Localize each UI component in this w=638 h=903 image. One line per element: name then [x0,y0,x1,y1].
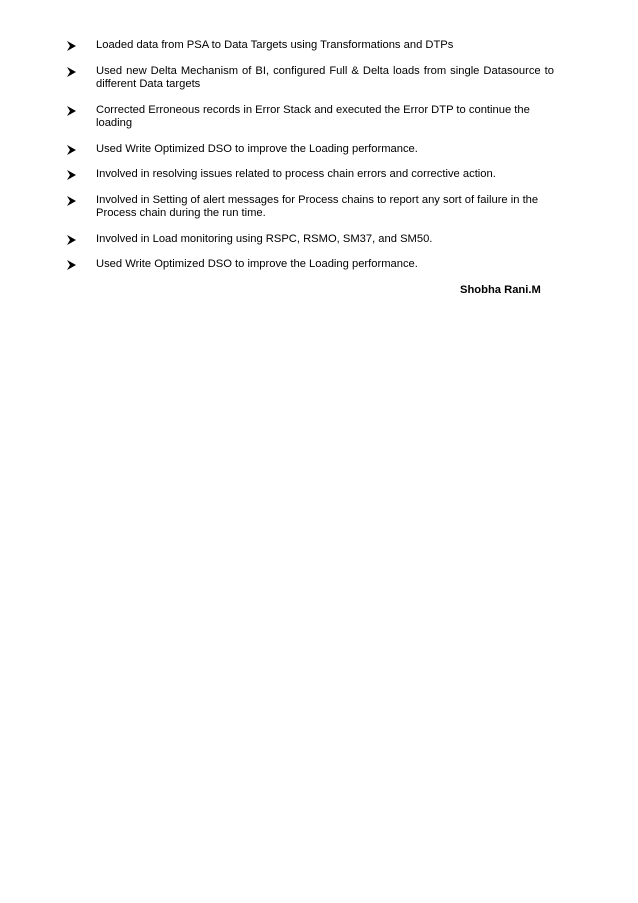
list-item [67,143,554,157]
arrowhead-bullet-icon [67,104,96,118]
list-item [67,194,554,221]
list-item-text: Used Write Optimized DSO to improve the Loading performance. [96,142,418,155]
list-item [67,258,554,272]
bullet-list [67,39,554,284]
list-item [67,233,554,247]
list-item [67,168,554,182]
arrowhead-bullet-icon [67,258,96,272]
arrowhead-bullet-icon [67,233,96,247]
arrowhead-bullet-icon [67,39,96,53]
list-item [67,65,554,92]
signature-name: Shobha Rani.M [460,284,541,296]
arrowhead-bullet-icon [67,65,96,79]
list-item [67,104,554,131]
list-item-text: Loaded data from PSA to Data Targets using Transformations and DTPs [96,39,454,51]
arrowhead-bullet-icon [67,168,96,182]
list-item-text: Involved in resolving issues related to process chain errors and corrective action. [96,168,496,180]
list-item-text: Involved in Setting of alert messages for Process chains to report any sort of failure in the Process chain during the run time. [96,193,539,219]
arrowhead-bullet-icon [67,143,96,157]
list-item-text: Corrected Erroneous records in Error Stack and executed the Error DTP to continue the loading [96,103,530,129]
list-item-text: Involved in Load monitoring using RSPC, RSMO, SM37, and SM50. [96,232,433,245]
list-item-text: Used new Delta Mechanism of BI, configured Full & Delta loads from single Datasource to different Data targets [96,64,554,90]
list-item [67,39,554,53]
arrowhead-bullet-icon [67,194,96,208]
list-item-text: Used Write Optimized DSO to improve the Loading performance. [96,258,418,270]
